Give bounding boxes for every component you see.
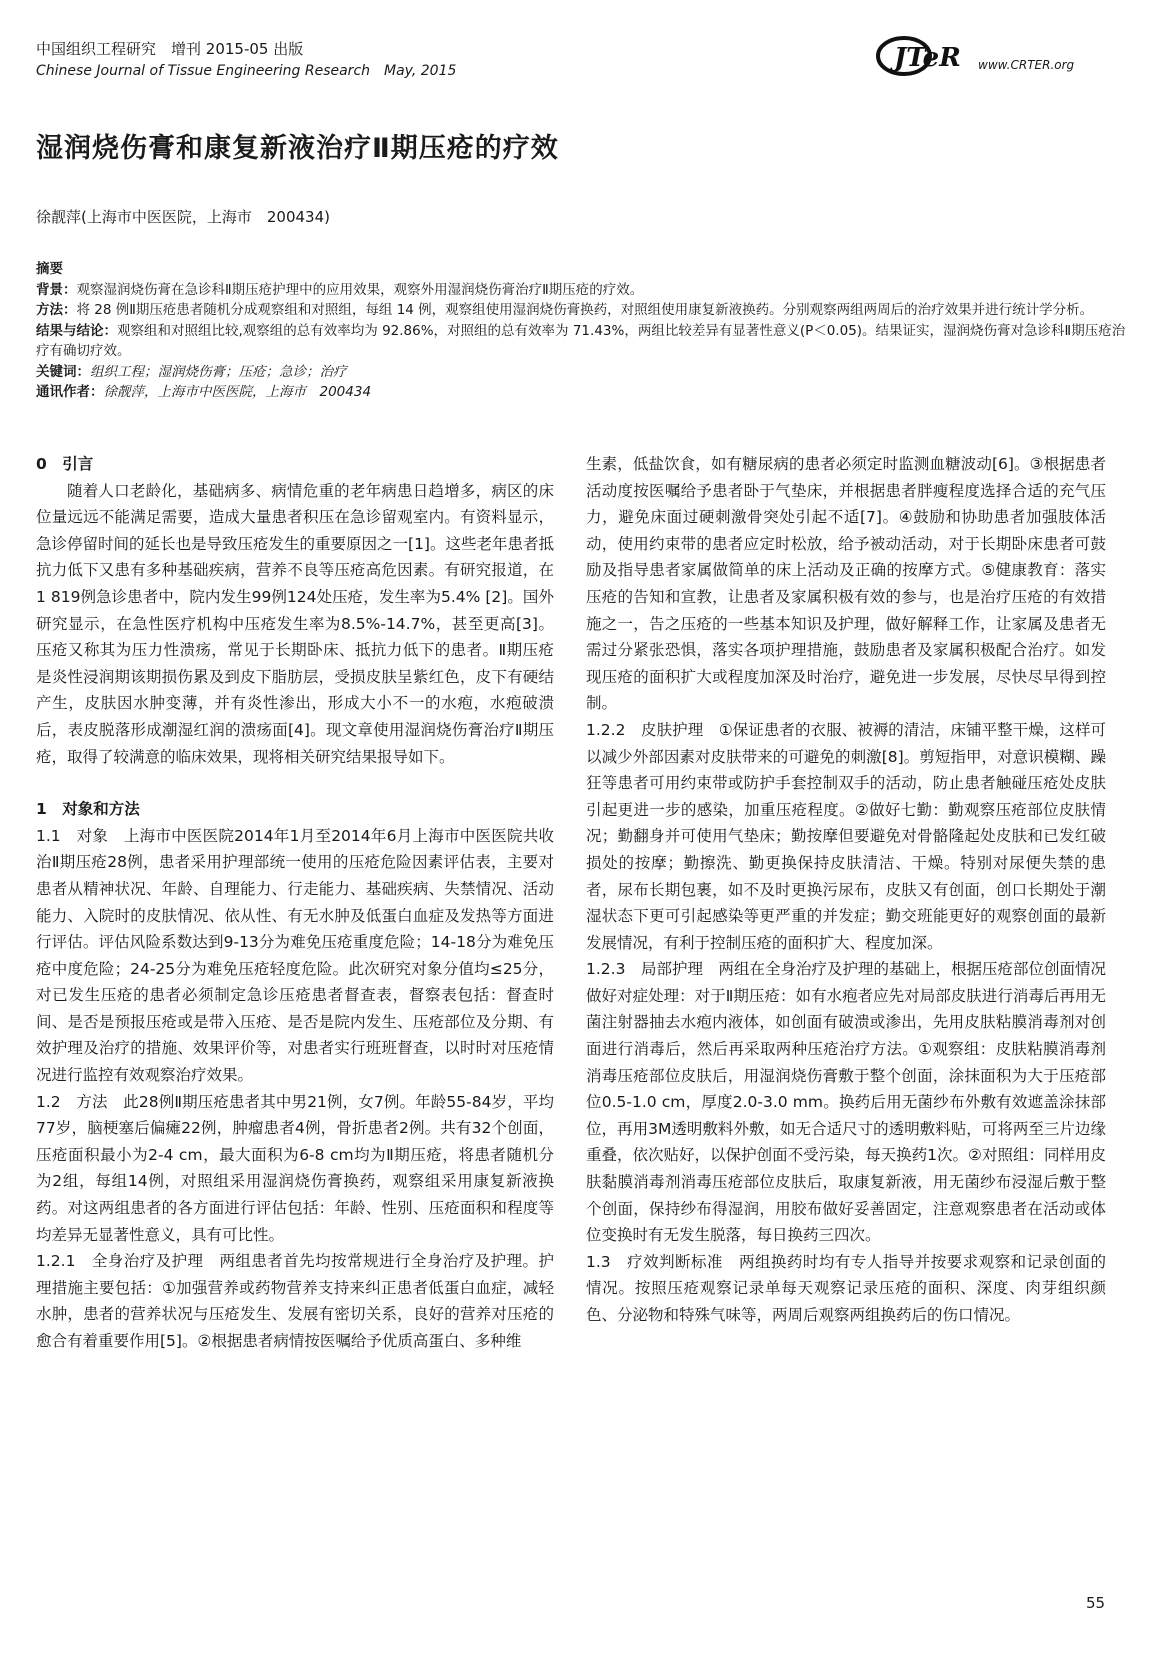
journal-name-cn: 中国组织工程研究 增刊 2015-05 出版 (36, 40, 304, 58)
paragraph-continued: 生素，低盐饮食，如有糖尿病的患者必须定时监测血糖波动[6]。③根据患者活动度按医嘱给予患者卧于气垫床，并根据患者胖瘦程度选择合适的充气压力，避免床面过硬刺激骨突处引起不适[7]。④鼓励和协助患者加强肢体活动，使用约束带的患者应定时松放，给予被动活动，对于长期卧床患者可鼓励及指导患者家属做简单的床上活动及正确的按摩方式。⑤健康教育：落实压疮的告知和宣教，让患者及家属积极有效的参与，也是治疗压疮的有效措施之一，告之压疮的一些基本知识及护理，做好解释工作，让家属及患者无需过分紧张恐惧，落实各项护理措施，鼓励患者及家属积极配合治疗。如发现压疮的面积扩大或程度加深及时治疗，避免进一步发展，尽快尽早得到控制。 (586, 455, 1106, 713)
paragraph-1-2-1: 1.2.1 全身治疗及护理 两组患者首先均按常规进行全身治疗及护理。护理措施主要包括：①加强营养或药物营养支持来纠正患者低蛋白血症，减轻水肿，患者的营养状况与压疮发生、发展有密切关系，良好的营养对压疮的愈合有着重要作用[5]。②根据患者病情按医嘱给予优质高蛋白、多种维 (36, 1252, 554, 1350)
journal-name-en: Chinese Journal of Tissue Engineering Research May, 2015 (36, 63, 457, 79)
paragraph-1-3: 1.3 疗效判断标准 两组换药时均有专人指导并按要求观察和记录创面的情况。按照压疮观察记录单每天观察记录压疮的面积、深度、肉芽组织颜色、分泌物和特殊气味等，两周后观察两组换药后的伤口情况。 (586, 1252, 1106, 1324)
paragraph-1-2-2: 1.2.2 皮肤护理 ①保证患者的衣服、被褥的清洁，床铺平整干燥，这样可以减少外部因素对皮肤带来的可避免的刺激[8]。剪短指甲，对意识模糊、躁狂等患者可用约束带或防护手套控制双手的活动，防止患者触碰压疮处皮肤引起更进一步的感染，加重压疮程度。②做好七勤：勤观察压疮部位皮肤情况；勤翻身并可使用气垫床；勤按摩但要避免对骨骼隆起处皮肤和已发红破损处的按摩；勤擦洗、勤更换保持皮肤清洁、干燥。特别对尿便失禁的患者，尿布长期包裹，如不及时更换污尿布，皮肤又有创面，创口长期处于潮湿状态下更可引起感染等更严重的并发症；勤交班能更好的观察创面的最新发展情况，有利于控制压疮的面积扩大、程度加深。 (586, 720, 1106, 952)
author-line: 徐靓萍(上海市中医医院，上海市 200434) (36, 208, 330, 226)
paragraph-intro: 随着人口老龄化，基础病多、病情危重的老年病患日趋增多，病区的床位量远远不能满足需要，造成大量患者积压在急诊留观室内。有资料显示，急诊停留时间的延长也是导致压疮发生的重要原因之一[1]。这些老年患者抵抗力低下又患有多种基础疾病，营养不良等压疮高危因素。有研究报道，在1 819例急诊患者中，院内发生99例124处压疮，发生率为5.4% [2]。国外研究显示，在急性医疗机构中压疮发生率为8.5%-14.7%，甚至更高[3]。压疮又称其为压力性溃疡，常见于长期卧床、抵抗力低下的患者。Ⅱ期压疮是炎性浸润期该期损伤累及到皮下脂肪层，受损皮肤呈紫红色，皮下有硬结产生，皮肤因水肿变薄，并有炎性渗出，形成大小不一的水疱，水疱破溃后，表皮脱落形成潮湿红润的溃疡面[4]。现文章使用湿润烧伤膏治疗Ⅱ期压疮，取得了较满意的临床效果，现将相关研究结果报导如下。 (36, 481, 554, 766)
paragraph-1-2-3: 1.2.3 局部护理 两组在全身治疗及护理的基础上，根据压疮部位创面情况做好对症处理：对于Ⅱ期压疮：如有水疱者应先对局部皮肤进行消毒后再用无菌注射器抽去水疱内液体，如创面有破溃或渗出，先用皮肤粘膜消毒剂对创面进行消毒后，然后再采取两种压疮治疗方法。①观察组：皮肤粘膜消毒剂消毒压疮部位皮肤后，用湿润烧伤膏敷于整个创面，涂抹面积为大于压疮部位0.5-1.0 cm，厚度2.0-3.0 mm。换药后用无菌纱布外敷有效遮盖涂抹部位，再用3M透明敷料外敷，如无合适尺寸的透明敷料贴，可将两至三片边缘重叠，依次贴好，以保护创面不受污染，每天换药1次。②对照组：同样用皮肤黏膜消毒剂消毒压疮部位皮肤后，取康复新液，用无菌纱布浸湿后敷于整个创面，保持纱布得湿润，用胶布做好妥善固定，注意观察患者在活动或体位变换时有无发生脱落，每日换药三四次。 (586, 960, 1106, 1245)
abstract (36, 259, 1136, 403)
paragraph-1-2: 1.2 方法 此28例Ⅱ期压疮患者其中男21例，女7例。年龄55-84岁，平均77岁，脑梗塞后偏瘫22例，肿瘤患者4例，骨折患者2例。共有32个创面，压疮面积最小为2-4 cm，最大面积为6-8 cm均为Ⅱ期压疮，将患者随机分为2组，每组14例，对照组采用湿润烧伤膏换药，观察组采用康复新液换药。对这两组患者的各方面进行评估包括：年龄、性别、压疮面积和程度等均差异无显著性意义，具有可比性。 (36, 1092, 554, 1244)
abstract-results: 结果与结论：观察组和对照组比较,观察组的总有效率均为 92.86%，对照组的总有效率为 71.43%，两组比较差异有显著性意义(P＜0.05)。结果证实，湿润烧伤膏对急诊科Ⅱ期压疮治疗有确切疗效。 (36, 322, 1126, 359)
page-number: 55 (1086, 1594, 1106, 1612)
abstract-corresponding: 通讯作者：徐靓萍，上海市中医医院，上海市 200434 (36, 384, 372, 400)
journal-logo (872, 32, 1022, 80)
left-column (36, 451, 554, 1355)
abstract-background: 背景：观察湿润烧伤膏在急诊科Ⅱ期压疮护理中的应用效果，观察外用湿润烧伤膏治疗Ⅱ期压疮的疗效。 (36, 281, 644, 298)
paragraph-1-1: 1.1 对象 上海市中医医院2014年1月至2014年6月上海市中医医院共收治Ⅱ期压疮28例，患者采用护理部统一使用的压疮危险因素评估表，主要对患者从精神状况、年龄、自理能力、行走能力、基础疾病、失禁情况、活动能力、入院时的皮肤情况、依从性、有无水肿及低蛋白血症及发热等方面进行评估。评估风险系数达到9-13分为难免压疮重度危险；14-18分为难免压疮中度危险；24-25分为难免压疮轻度危险。此次研究对象分值均≤25分，对已发生压疮的患者必须制定急诊压疮患者督查表，督察表包括：督查时间、是否是预报压疮或是带入压疮、是否是院内发生、压疮部位及分期、有效护理及治疗的措施、效果评价等，对患者实行班班督查，以时时对压疮情况进行监控有效观察治疗效果。 (36, 826, 554, 1085)
section-heading-methods: 1 对象和方法 (36, 800, 140, 819)
journal-website: www.CRTER.org (978, 58, 1075, 72)
right-column (586, 451, 1106, 1329)
abstract-heading: 摘要 (36, 261, 63, 277)
article-title: 湿润烧伤膏和康复新液治疗Ⅱ期压疮的疗效 (36, 133, 559, 164)
svg-text:JTeR: JTeR (894, 43, 961, 73)
abstract-methods: 方法：将 28 例Ⅱ期压疮患者随机分成观察组和对照组，每组 14 例，观察组使用湿润烧伤膏换药，对照组使用康复新液换药。分别观察两组两周后的治疗效果并进行统计学分析。 (36, 302, 1094, 318)
section-heading-intro: 0 引言 (36, 455, 94, 473)
abstract-keywords: 关键词：组织工程；湿润烧伤膏；压疮；急诊；治疗 (36, 363, 347, 380)
